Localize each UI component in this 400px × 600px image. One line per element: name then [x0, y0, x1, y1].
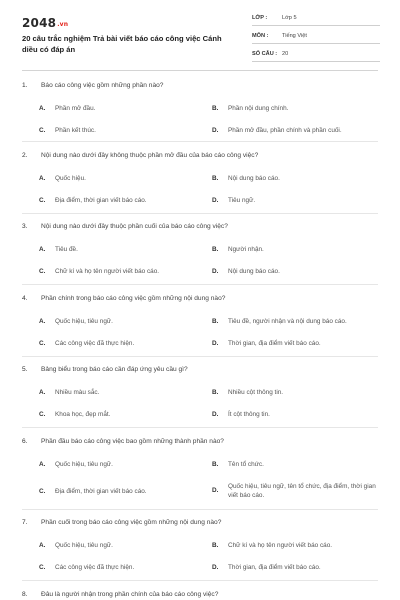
option-text: Quốc hiệu, tiêu ngữ. [55, 461, 113, 468]
option-text: Địa điểm, thời gian viết báo cáo. [55, 197, 147, 204]
site-logo[interactable] [22, 16, 68, 30]
option-letter: D. [212, 411, 219, 418]
option-text: Quốc hiệu, tiêu ngữ. [55, 318, 113, 325]
question-number: 1. [22, 82, 28, 89]
option-letter: A. [39, 542, 46, 549]
meta-info [252, 13, 380, 67]
option-text: Tiêu đề, người nhận và nội dung báo cáo. [228, 318, 347, 325]
option-letter: A. [39, 461, 46, 468]
option-letter: C. [39, 564, 46, 571]
meta-value: Tiếng Việt [282, 33, 307, 39]
option-letter: D. [212, 268, 219, 275]
meta-row-grade [252, 13, 380, 26]
option-text: Tiêu ngữ. [228, 197, 256, 204]
option-letter: C. [39, 268, 46, 275]
option-text: Tiêu đề. [55, 246, 78, 253]
question-number: 2. [22, 152, 28, 159]
option-text: Phần mở đầu. [55, 105, 96, 112]
option-letter: D. [212, 564, 219, 571]
option-text: Người nhận. [228, 246, 264, 253]
option-letter: A. [39, 318, 46, 325]
option-text: Phần kết thúc. [55, 127, 96, 134]
option-letter: C. [39, 411, 46, 418]
option-text: Nhiều màu sắc. [55, 389, 100, 396]
option-text: Các công việc đã thực hiện. [55, 564, 135, 571]
question-text: Báo cáo công việc gồm những phần nào? [41, 82, 164, 89]
option-text: Các công việc đã thực hiện. [55, 340, 135, 347]
question-divider [22, 213, 378, 214]
meta-value: Lớp 5 [282, 15, 297, 21]
option-letter: C. [39, 340, 46, 347]
option-letter: B. [212, 389, 219, 396]
option-letter: A. [39, 175, 46, 182]
option-letter: D. [212, 340, 219, 347]
option-letter: B. [212, 105, 219, 112]
question-divider [22, 509, 378, 510]
option-text: Thời gian, địa điểm viết báo cáo. [228, 340, 321, 347]
question-text: Nội dung nào dưới đây không thuộc phần mở đầu của báo cáo công việc? [41, 152, 259, 159]
meta-label: SỐ CÂU : [252, 51, 278, 57]
meta-label: MÔN : [252, 33, 269, 39]
question-number: 3. [22, 223, 28, 230]
option-text: Tên tổ chức. [228, 461, 264, 468]
option-letter: A. [39, 105, 46, 112]
option-text: Ít cột thông tin. [228, 411, 270, 418]
meta-row-subject [252, 31, 380, 44]
question-text: Phần cuối trong báo cáo công việc gồm những nội dung nào? [41, 519, 222, 526]
question-text: Đâu là người nhận trong phần chính của báo cáo công việc? [41, 591, 219, 598]
logo-sub: .vn [57, 21, 69, 28]
logo-main: 2048 [22, 16, 57, 30]
header-divider [22, 70, 378, 71]
option-letter: A. [39, 389, 46, 396]
option-letter: C. [39, 197, 46, 204]
option-letter: D. [212, 197, 219, 204]
question-text: Nội dung nào dưới đây thuộc phần cuối của báo cáo công việc? [41, 223, 228, 230]
option-letter: A. [39, 246, 46, 253]
question-number: 5. [22, 366, 28, 373]
option-letter: B. [212, 175, 219, 182]
question-divider [22, 427, 378, 428]
meta-row-count [252, 49, 380, 62]
option-letter: B. [212, 542, 219, 549]
document-title: 20 câu trắc nghiệm Trả bài viết báo cáo công việc Cánh diều có đáp án [22, 34, 222, 54]
meta-label: LỚP : [252, 15, 268, 21]
question-text: Phần chính trong báo cáo công việc gồm những nội dung nào? [41, 295, 226, 302]
meta-value: 20 [282, 51, 289, 57]
question-number: 4. [22, 295, 28, 302]
question-divider [22, 356, 378, 357]
option-letter: B. [212, 318, 219, 325]
option-letter: C. [39, 488, 46, 495]
question-text: Bảng biểu trong báo cáo cần đáp ứng yêu cầu gì? [41, 366, 188, 373]
option-letter: B. [212, 246, 219, 253]
question-divider [22, 284, 378, 285]
option-text: Phần mở đầu, phần chính và phần cuối. [228, 127, 342, 134]
question-number: 7. [22, 519, 28, 526]
question-number: 8. [22, 591, 28, 598]
question-text: Phần đầu báo cáo công việc bao gồm những thành phần nào? [41, 438, 224, 445]
option-text: Chữ kí và họ tên người viết báo cáo. [55, 268, 160, 275]
option-text: Nhiều cột thông tin. [228, 389, 284, 396]
question-number: 6. [22, 438, 28, 445]
option-text: Quốc hiệu, tiêu ngữ. [55, 542, 113, 549]
document-header [0, 0, 400, 66]
option-text: Địa điểm, thời gian viết báo cáo. [55, 488, 147, 495]
option-text: Nội dung báo cáo. [228, 175, 280, 182]
option-letter: D. [212, 127, 219, 134]
question-divider [22, 580, 378, 581]
option-letter: D. [212, 487, 219, 494]
option-text: Quốc hiệu, tiêu ngữ, tên tổ chức, địa điểm, thời gian viết báo cáo. [228, 483, 376, 499]
option-letter: B. [212, 461, 219, 468]
option-text: Thời gian, địa điểm viết báo cáo. [228, 564, 321, 571]
option-text: Phần nội dung chính. [228, 105, 289, 112]
option-text: Chữ kí và họ tên người viết báo cáo. [228, 542, 333, 549]
question-divider [22, 141, 378, 142]
option-text: Quốc hiệu. [55, 175, 86, 182]
option-text: Khoa học, đẹp mắt. [55, 411, 111, 418]
option-text: Nội dung báo cáo. [228, 268, 280, 275]
option-letter: C. [39, 127, 46, 134]
